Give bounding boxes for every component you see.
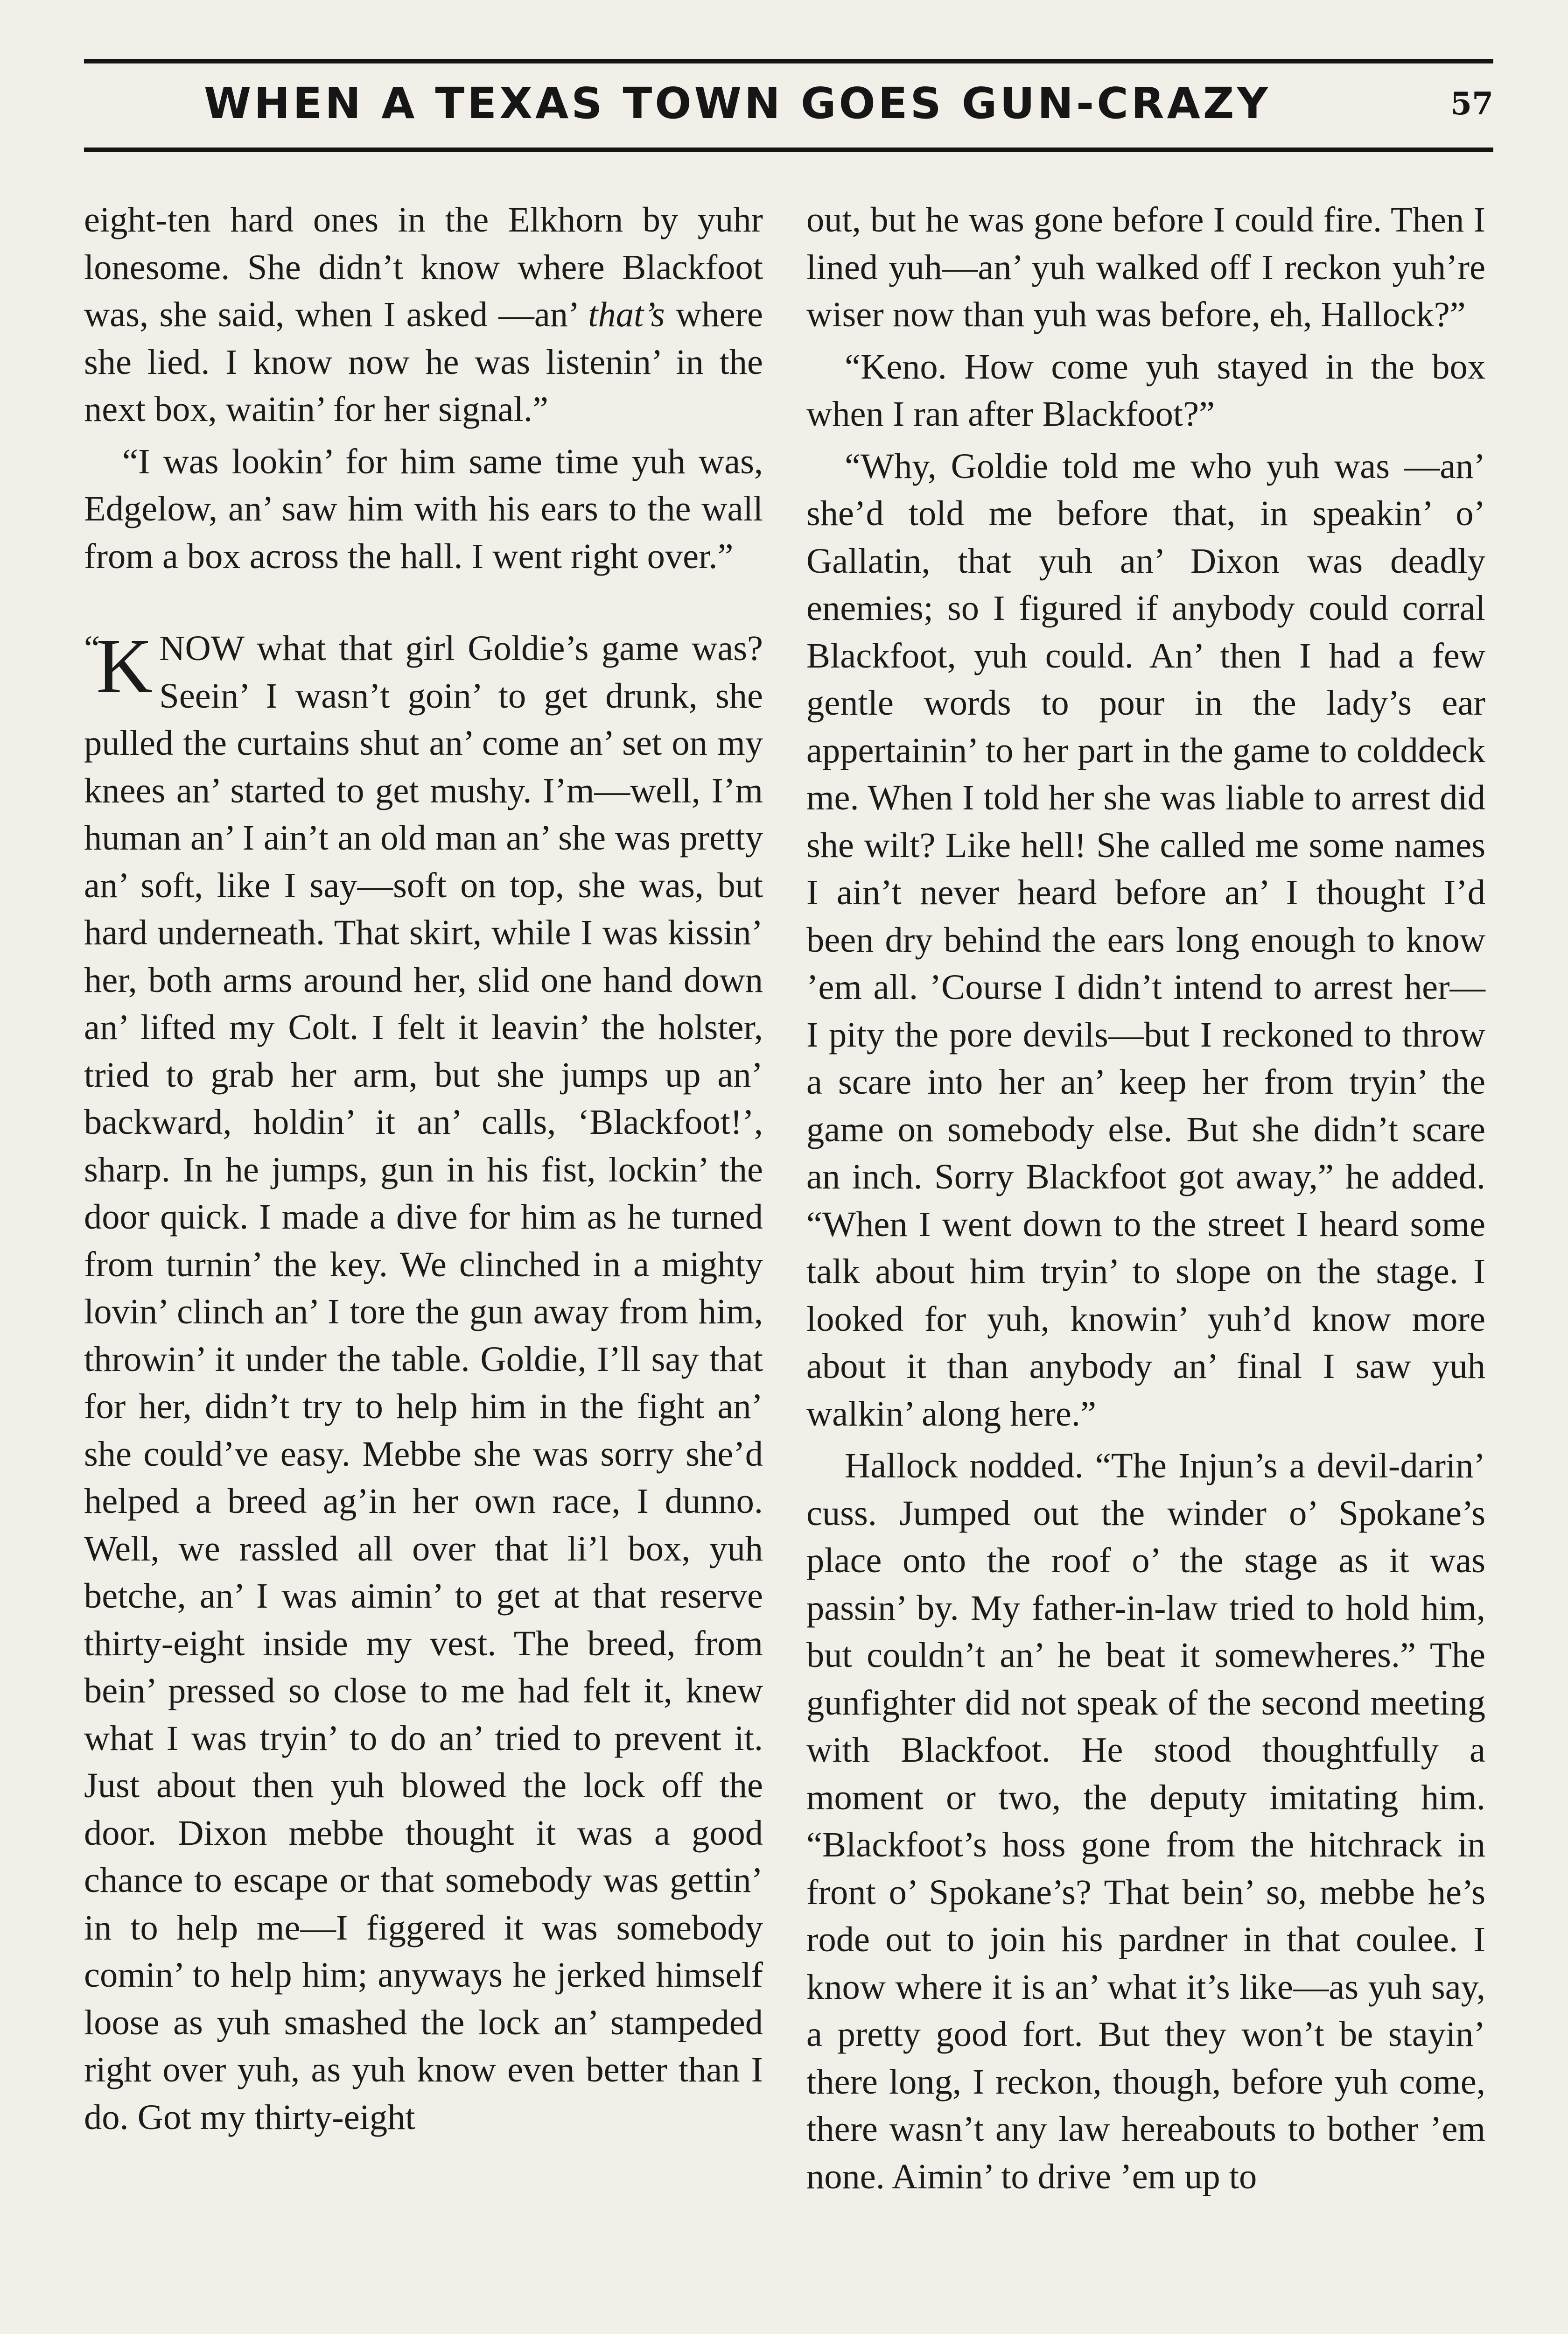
text-run: NOW what that girl Goldie’s game was? Seein’ I wasn’t goin’ to get drunk, she pulled the curtains shut an’ come an’ set on my knees an’ started to get mushy. I’m—well, I’m human an’ I ain’t an old man an’ she was pretty an’ soft, like I say—soft on top, she was, but hard underneath. That skirt, while I was kissin’ her, both arms around her, slid one hand down an’ lifted my Colt. I felt it leavin’ the holster, tried to grab her arm, but she jumps up an’ backward, holdin’ it an’ calls, ‘Blackfoot!’, sharp. In he jumps, gun in his fist, lockin’ the door quick. I made a dive for him as he turned from turnin’ the key. We clinched in a mighty lovin’ clinch an’ I tore the gun away from him, throwin’ it under the table. Goldie, I’ll say that for her, didn’t try to help him in the fight an’ she could’ve easy. Mebbe she was sorry she’d helped a breed ag’in her own race, I dunno. Well, we rassled all over that li’l box, yuh betche, an’ I was aimin’ to get at that reserve thirty-eight inside my vest. The breed, from bein’ pressed so close to me had felt it, knew what I was tryin’ to do an’ tried to prevent it. Just about then yuh blowed the lock off the door. Dixon mebbe thought it was a good chance to escape or that somebody was gettin’ in to help me—I figgered it was somebody comin’ to help him; anyways he jerked himself loose as yuh smashed the lock an’ stampeded right over yuh, as yuh know even better than I do. Got my thirty-eight	[84, 628, 763, 2137]
italic-text-run: that’s	[588, 295, 665, 334]
right-text-column	[806, 196, 1485, 2200]
paragraph: out, but he was gone before I could fire. Then I lined yuh—an’ yuh walked off I reckon yuh’re wiser now than yuh was before, eh, Hallock?”	[806, 200, 1485, 334]
header-bottom-rule	[84, 148, 1493, 152]
paragraph-with-drop-cap	[84, 625, 763, 2141]
paragraph: “Keno. How come yuh stayed in the box when I ran after Blackfoot?”	[806, 346, 1485, 434]
paragraph: “Why, Goldie told me who yuh was —an’ she’d told me before that, in speakin’ o’ Gallatin, that yuh an’ Dixon was deadly enemies; so I figured if anybody could corral Blackfoot, yuh could. An’ then I had a few gentle words to pour in the lady’s ear appertainin’ to her part in the game to colddeck me. When I told her she was liable to arrest did she wilt? Like hell! She called me some names I ain’t never heard before an’ I thought I’d been dry behind the ears long enough to know ’em all. ’Course I didn’t intend to arrest her— I pity the pore devils—but I reckoned to throw a scare into her an’ keep her from tryin’ the game on somebody else. But she didn’t scare an inch. Sorry Blackfoot got away,” he added. “When I went down to the street I heard some talk about him tryin’ to slope on the stage. I looked for yuh, knowin’ yuh’d know more about it than anybody an’ final I saw yuh walkin’ along here.”	[806, 446, 1485, 1434]
paragraph: Hallock nodded. “The Injun’s a devil-darin’ cuss. Jumped out the winder o’ Spokane’s place onto the roof o’ the stage as it was passin’ by. My father-in-law tried to hold him, but couldn’t an’ he beat it somewheres.” The gunfighter did not speak of the second meeting with Blackfoot. He stood thoughtfully a moment or two, the deputy imitating him. “Blackfoot’s hoss gone from the hitchrack in front o’ Spokane’s? That bein’ so, mebbe he’s rode out to join his pardner in that coulee. I know where it is an’ what it’s like—as yuh say, a pretty good fort. But they won’t be stayin’ there long, I reckon, though, before yuh come, there wasn’t any law hereabouts to bother ’em none. Aimin’ to drive ’em up to	[806, 1446, 1485, 2196]
paragraph	[84, 196, 763, 433]
running-header-title: WHEN A TEXAS TOWN GOES GUN-CRAZY	[203, 78, 1271, 128]
text-run: eight-ten hard ones in the Elkhorn by yuhr lonesome. She didn’t know where Blackfoot was, she said, when I asked —an’	[84, 200, 763, 334]
header-top-rule	[84, 59, 1493, 63]
drop-cap-letter: K	[96, 623, 153, 710]
opening-quote: “	[84, 628, 100, 668]
left-text-column	[84, 196, 763, 2141]
paragraph: “I was lookin’ for him same time yuh was, Edgelow, an’ saw him with his ears to the wall from a box across the hall. I went right over.”	[84, 441, 763, 576]
page-number: 57	[1450, 85, 1493, 122]
text-run: where she lied. I know now he was listenin’ in the next box, waitin’ for her signal.”	[84, 295, 763, 429]
